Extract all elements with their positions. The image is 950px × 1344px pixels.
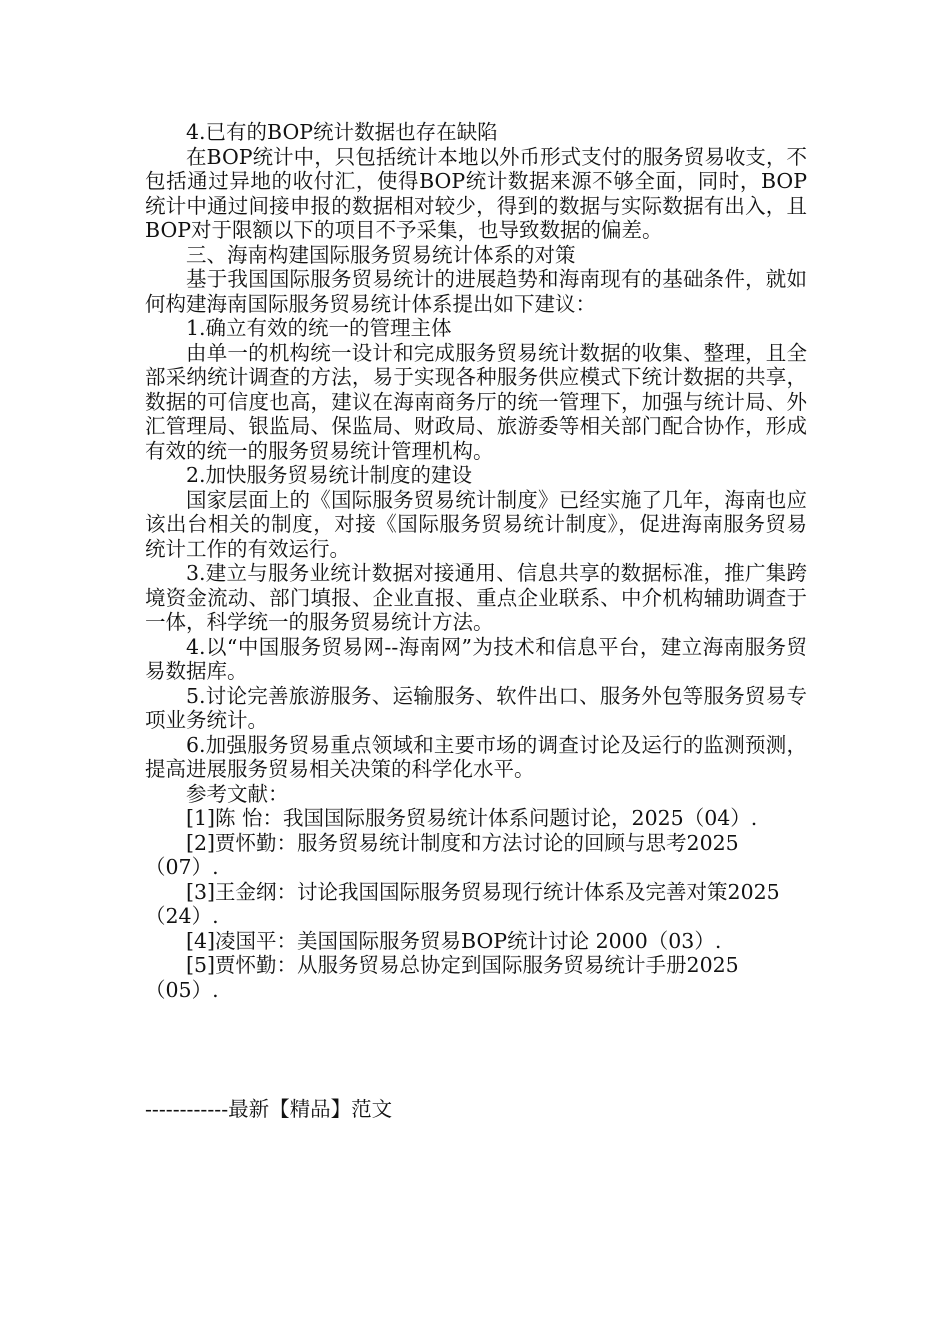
references-heading: 参考文献： bbox=[186, 781, 289, 806]
reference-item: [5]贾怀勤：从服务贸易总协定到国际服务贸易统计手册2025（05）. bbox=[145, 953, 739, 1002]
paragraph: 4.以“中国服务贸易网--海南网”为技术和信息平台，建立海南服务贸易数据库。 bbox=[145, 634, 807, 683]
paragraph: 基于我国国际服务贸易统计的进展趋势和海南现有的基础条件，就如何构建海南国际服务贸易统计体系提出如下建议： bbox=[145, 267, 807, 316]
paragraph: 由单一的机构统一设计和完成服务贸易统计数据的收集、整理，且全部采纳统计调查的方法，易于实现各种服务供应模式下统计数据的共享，数据的可信度也高，建议在海南商务厅的统一管理下，加强与统计局、外汇管理局、银监局、保监局、财政局、旅游委等相关部门配合协作，形成有效的统一的服务贸易统计管理机构。 bbox=[145, 340, 807, 463]
section-heading: 三、海南构建国际服务贸易统计体系的对策 bbox=[186, 242, 576, 267]
document-body bbox=[145, 120, 807, 1002]
paragraph: 国家层面上的《国际服务贸易统计制度》已经实施了几年，海南也应该出台相关的制度，对接《国际服务贸易统计制度》，促进海南服务贸易统计工作的有效运行。 bbox=[145, 487, 807, 561]
paragraph: 3.建立与服务业统计数据对接通用、信息共享的数据标准，推广集跨境资金流动、部门填报、企业直报、重点企业联系、中介机构辅助调查于一体，科学统一的服务贸易统计方法。 bbox=[145, 561, 807, 634]
paragraph: 4.已有的BOP统计数据也存在缺陷 bbox=[186, 120, 498, 144]
reference-item: [4]凌国平：美国国际服务贸易BOP统计讨论 2000（03）. bbox=[186, 928, 722, 953]
paragraph: 6.加强服务贸易重点领域和主要市场的调查讨论及运行的监测预测，提高进展服务贸易相关决策的科学化水平。 bbox=[145, 732, 807, 781]
subheading: 2.加快服务贸易统计制度的建设 bbox=[186, 463, 473, 487]
paragraph: 在BOP统计中，只包括统计本地以外币形式支付的服务贸易收支，不包括通过异地的收付汇，使得BOP统计数据来源不够全面，同时，BOP统计中通过间接申报的数据相对较少，得到的数据与实际数据有出入，且BOP对于限额以下的项目不予采集，也导致数据的偏差。 bbox=[145, 144, 807, 242]
reference-item: [3]王金纲：讨论我国国际服务贸易现行统计体系及完善对策2025（24）. bbox=[145, 879, 780, 928]
reference-item: [1]陈 怡：我国国际服务贸易统计体系问题讨论，2025（04）. bbox=[186, 806, 758, 830]
subheading: 1.确立有效的统一的管理主体 bbox=[186, 316, 452, 340]
reference-item: [2]贾怀勤：服务贸易统计制度和方法讨论的回顾与思考2025（07）. bbox=[145, 830, 739, 879]
paragraph: 5.讨论完善旅游服务、运输服务、软件出口、服务外包等服务贸易专项业务统计。 bbox=[145, 683, 807, 732]
page-footer: ------------最新【精品】范文 bbox=[145, 1097, 393, 1121]
